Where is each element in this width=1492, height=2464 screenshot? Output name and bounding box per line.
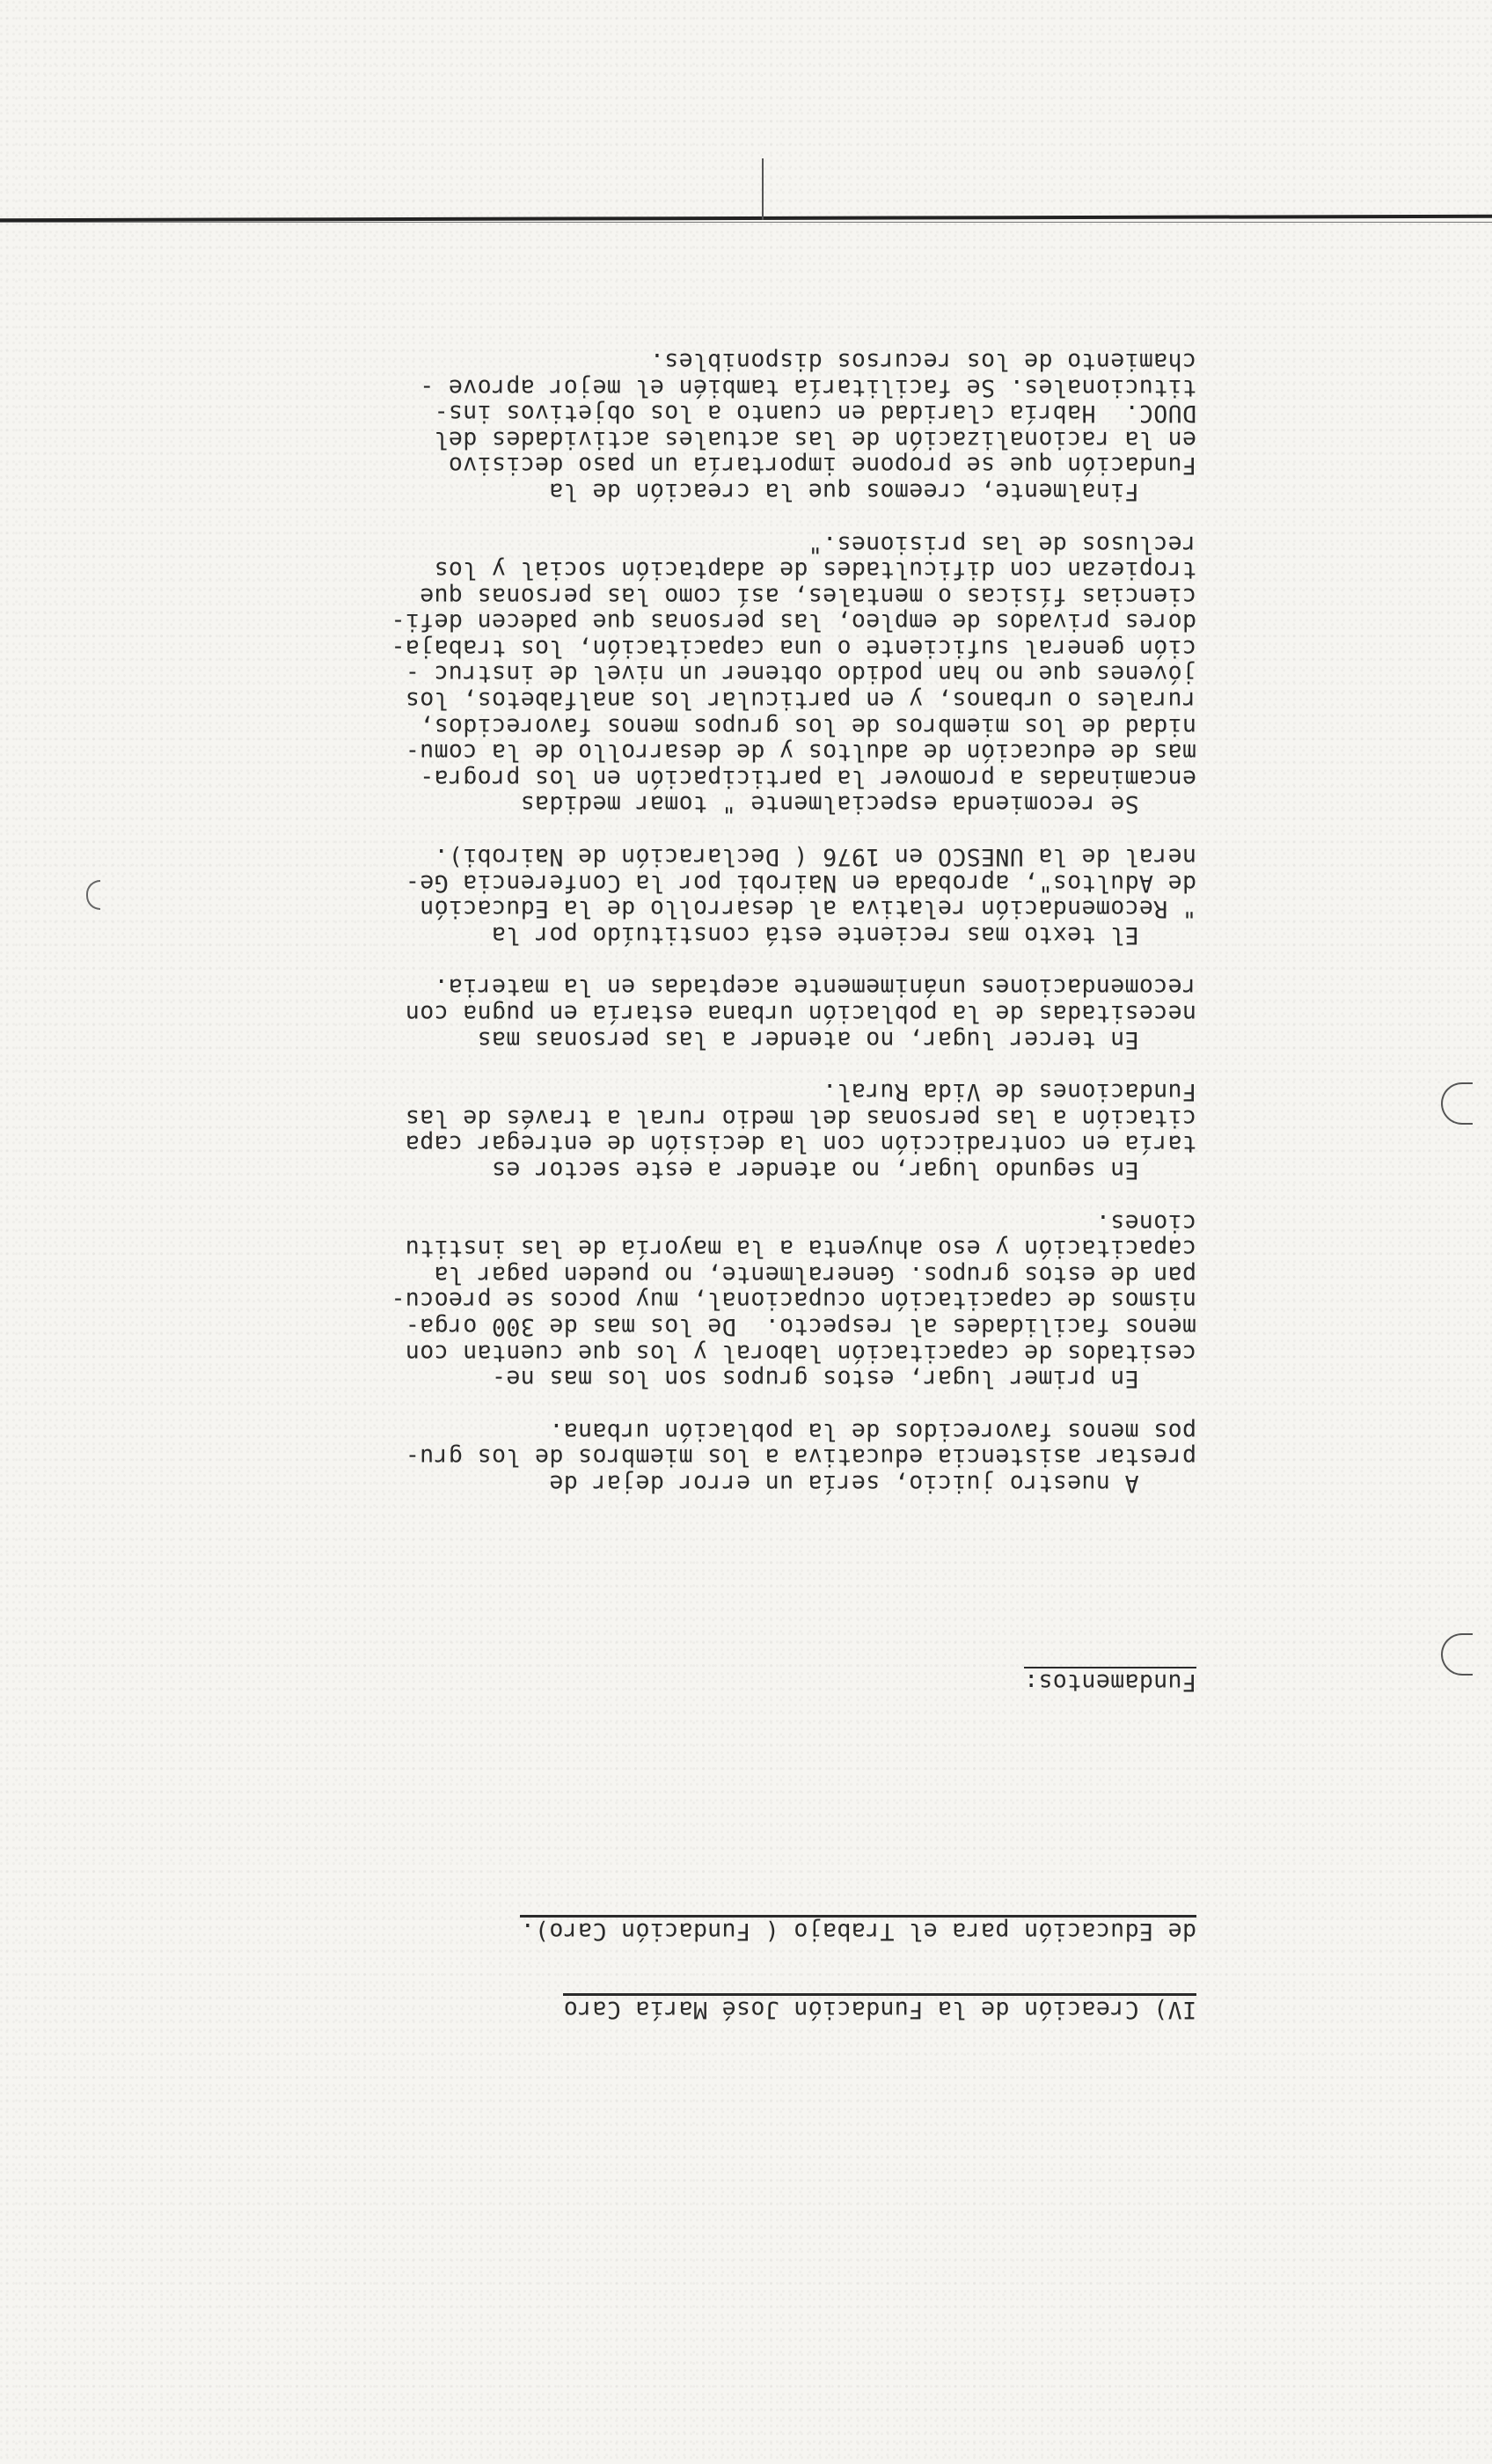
text-line: cesitados de capacitación laboral y los que cuentan con (405, 1338, 1196, 1367)
text-line: citación a las personas del medio rural a través de las (405, 1104, 1196, 1132)
text-line: de Adultos", aprobada en Nairobi por la Conferencia Ge- (405, 869, 1196, 897)
text-line: dores privados de empleo, las personas que padecen defi- (391, 608, 1196, 636)
section-heading (211, 1866, 1196, 2074)
text-line: chamiento de los recursos disponibles. (649, 347, 1196, 375)
text-line: DUOC. Habría claridad en cuanto a los objetivos ins- (434, 400, 1196, 428)
text-line: neral de la UNESCO en 1976 ( Declaración de Nairobi). (434, 843, 1196, 871)
text-line: tropiezan con dificultades de adaptación social y los (434, 556, 1196, 584)
text-line: En primer lugar, estos grupos son los mas ne- (491, 1365, 1196, 1393)
text-line: rurales o urbanos, y en particular los analfabetos, los (405, 686, 1196, 715)
text-line: Fundación que se propone importaría un paso decisivo (448, 451, 1196, 480)
text-line: El texto mas reciente está constituído por la (491, 920, 1196, 949)
paragraph (211, 531, 1196, 818)
text-line: En segundo lugar, no atender a este sector es (491, 1156, 1196, 1184)
heading-line-1: IV) Creación de la Fundación José María Caro (563, 1993, 1196, 2023)
text-line: recomendaciones unánimemente aceptadas en la materia. (434, 973, 1196, 1001)
paragraph (211, 1418, 1196, 1496)
text-line: pan de estos grupos. Generalmente, no pueden pagar la (434, 1260, 1196, 1288)
text-line: A nuestro juicio, sería un error dejar de (549, 1469, 1196, 1497)
text-line: capacitación y eso ahuyenta a la mayoría de las institu (405, 1235, 1196, 1263)
paragraph (211, 1079, 1196, 1183)
text-line: Fundaciones de Vida Rural. (822, 1078, 1196, 1106)
text-line: ciones. (1095, 1208, 1196, 1236)
typed-text-block (211, 296, 1196, 2152)
text-line: ción general suficiente o una capacitación, los trabaja- (391, 634, 1196, 662)
text-line: ciencias físicas o mentales, así como las personas que (419, 582, 1196, 610)
text-line: reclusos de las prisiones." (808, 530, 1196, 558)
text-line: Se recomienda especialmente " tomar medidas (520, 790, 1196, 818)
paragraph (211, 843, 1196, 947)
text-line: " Recomendación relativa al desarrollo de la Educación (419, 895, 1196, 923)
text-line: nismos de capacitación ocupacional, muy pocos se preocu- (391, 1287, 1196, 1315)
text-line: nidad de los miembros de los grupos menos favorecidos, (419, 712, 1196, 740)
text-line: En tercer lugar, no atender a las personas mas (477, 1025, 1196, 1053)
text-line: taría en contradicción con la decisión de entregar capa (405, 1130, 1196, 1158)
text-line: pos menos favorecidos de la población urbana. (549, 1417, 1196, 1445)
text-line: titucionales. Se facilitaría también el mejor aprove - (419, 373, 1196, 401)
paragraph (211, 348, 1196, 504)
heading-line-2: de Educación para el Trabajo ( Fundación Caro). (520, 1915, 1196, 1945)
text-line: jóvenes que no han podido obtener un nivel de instruc - (405, 660, 1196, 688)
text-line: menos facilidades al respecto. De los mas de 300 orga- (405, 1312, 1196, 1340)
paragraphs-container (211, 348, 1196, 1496)
text-line: mas de educación de adultos y de desarrollo de la comu- (405, 738, 1196, 766)
paragraph (211, 1209, 1196, 1391)
fundamentos-label: Fundamentos: (1024, 1667, 1196, 1696)
text-line: necesitadas de la población urbana estaría en pugna con (405, 1000, 1196, 1028)
text-line: en la racionalización de las actuales actividades del (434, 425, 1196, 453)
text-line: encaminadas a promover la participación en los progra- (419, 764, 1196, 792)
text-line: prestar asistencia educativa a los miembros de los gru- (405, 1443, 1196, 1471)
paragraph (211, 974, 1196, 1052)
text-line: Finalmente, creemos que la creación de la (549, 477, 1196, 505)
